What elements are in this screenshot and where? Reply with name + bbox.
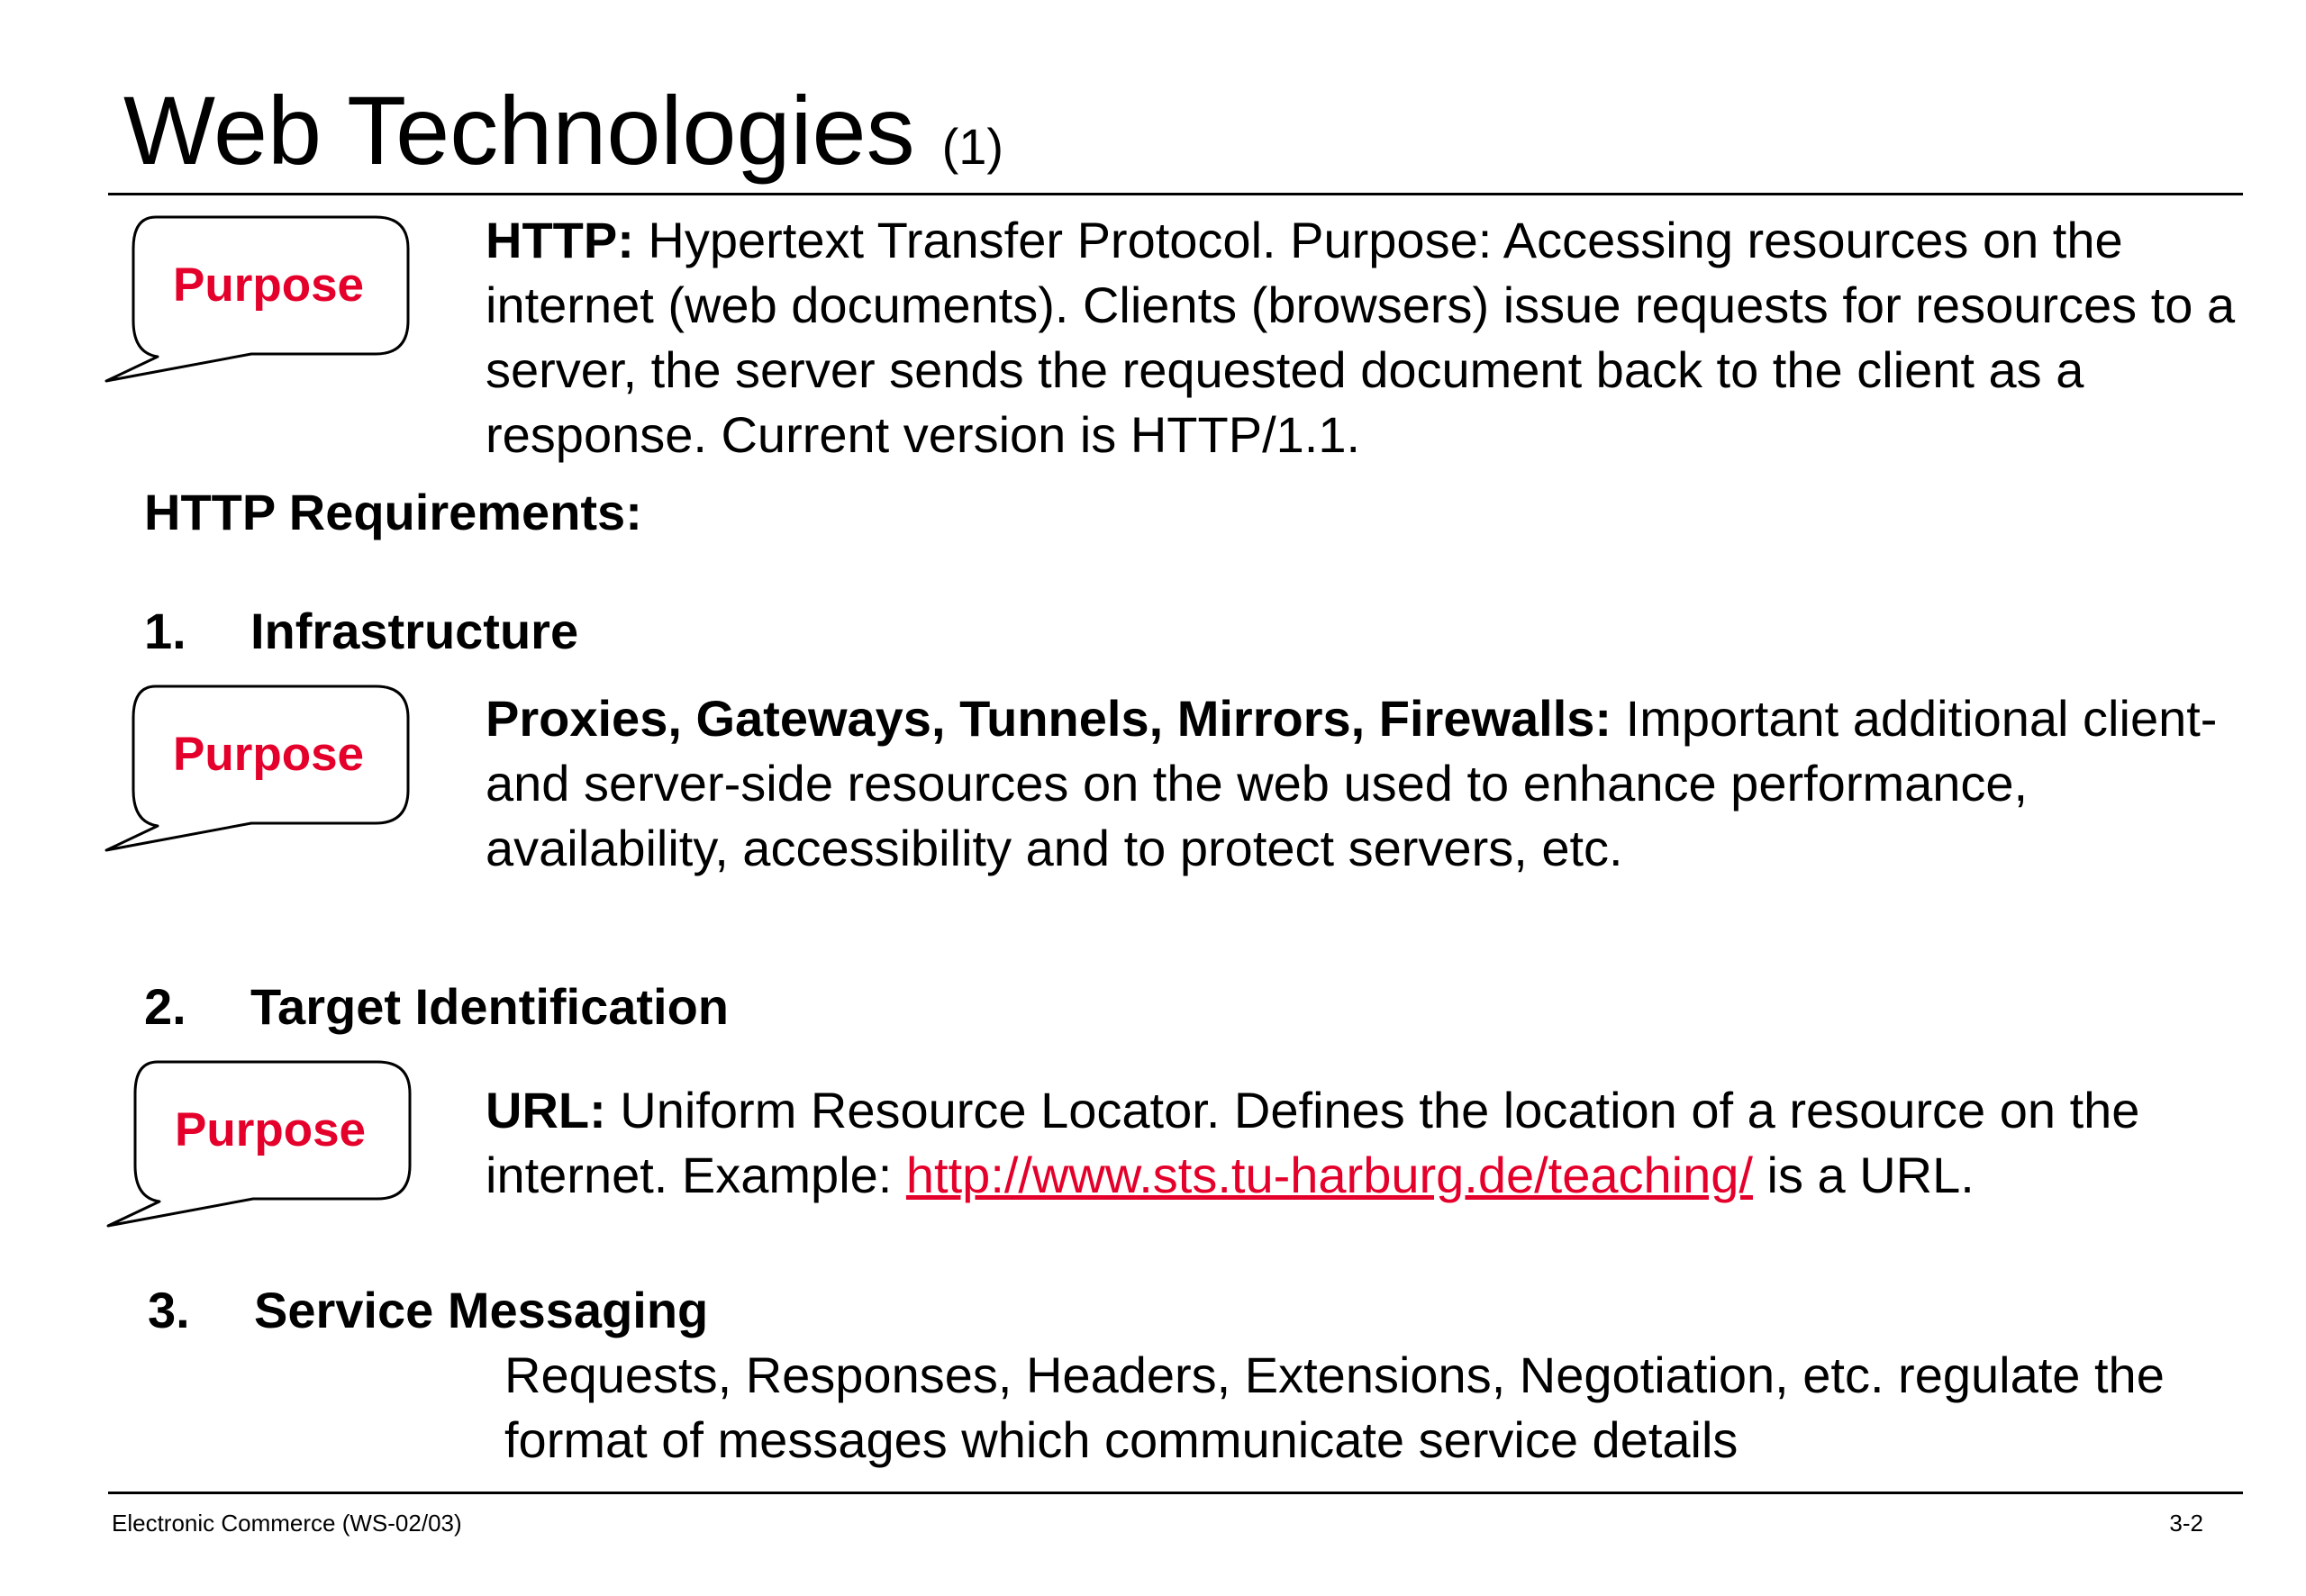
footer-page-number: 3-2: [2169, 1510, 2203, 1537]
purpose-bubble-label: Purpose: [172, 258, 365, 312]
requirement-title: Target Identification: [250, 978, 729, 1035]
infrastructure-term: Proxies, Gateways, Tunnels, Mirrors, Firewalls:: [486, 690, 1612, 747]
requirement-number: 3.: [148, 1282, 190, 1338]
requirement-title: Infrastructure: [250, 603, 579, 659]
infrastructure-description: [486, 686, 2242, 881]
http-text: Hypertext Transfer Protocol. Purpose: Accessing resources on the internet (web documents). Clients (browsers) issue requests for resources to a server, the server sends the requested document back to the client as a response. Current version is HTTP/1.1.: [486, 212, 2236, 463]
purpose-bubble-label: Purpose: [174, 1102, 367, 1156]
purpose-bubble-infrastructure: [104, 682, 410, 871]
purpose-bubble-http: [104, 213, 410, 402]
requirement-service-messaging-heading: [148, 1278, 708, 1343]
footer-divider: [108, 1492, 2243, 1494]
requirements-heading: HTTP Requirements:: [144, 484, 642, 540]
url-text-after: is a URL.: [1752, 1147, 1975, 1203]
http-term: HTTP:: [486, 212, 634, 268]
requirement-number: 1.: [144, 603, 186, 659]
requirement-target-identification-heading: [144, 975, 729, 1039]
requirement-infrastructure-heading: [144, 599, 578, 664]
requirement-title: Service Messaging: [254, 1282, 709, 1338]
http-description: [486, 208, 2242, 467]
service-messaging-description: Requests, Responses, Headers, Extensions, Negotiation, etc. regulate the format of messages which communicate service details: [504, 1347, 2165, 1468]
slide-title: [123, 74, 1003, 203]
purpose-bubble-url: [105, 1057, 412, 1247]
infrastructure-text: Important additional client- and server-side resources on the web used to enhance performance, availability, accessibility and to protect servers, etc.: [486, 690, 2218, 876]
requirement-number: 2.: [144, 978, 186, 1035]
url-text-before: Uniform Resource Locator. Defines the location of a resource on the internet. Example:: [486, 1082, 2140, 1203]
example-url-link[interactable]: http://www.sts.tu-harburg.de/teaching/: [905, 1147, 1753, 1203]
url-term: URL:: [486, 1082, 606, 1138]
url-description: [486, 1078, 2242, 1208]
footer-course: Electronic Commerce (WS-02/03): [112, 1510, 462, 1537]
slide-title-text: Web Technologies: [123, 76, 915, 185]
purpose-bubble-label: Purpose: [172, 727, 365, 781]
slide-title-suffix: (1): [941, 118, 1004, 175]
title-divider: [108, 193, 2243, 195]
